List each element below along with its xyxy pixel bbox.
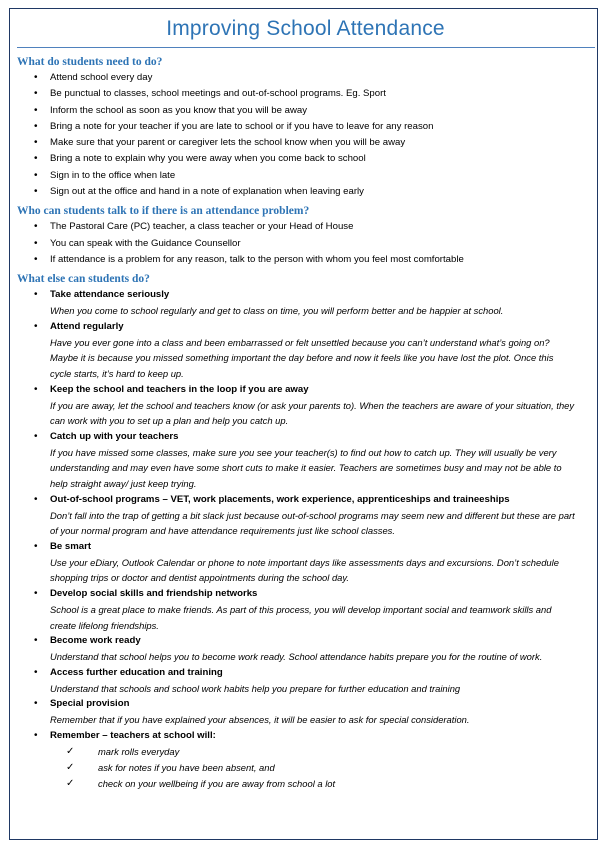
item-title: • Access further education and training — [50, 666, 223, 678]
item-title: • Attend regularly — [50, 320, 124, 332]
item-title: • Keep the school and teachers in the loop if you are away — [50, 383, 309, 395]
checklist-item — [50, 760, 577, 776]
list-item — [17, 429, 577, 492]
list-item — [17, 539, 577, 586]
title-divider — [17, 47, 595, 48]
list-item: • Make sure that your parent or caregiver lets the school know when you will be away — [17, 135, 577, 151]
list-item: • Be punctual to classes, school meetings and out-of-school programs. Eg. Sport — [17, 86, 577, 102]
item-description: Have you ever gone into a class and been embarrassed or felt unsettled because you can’t understand what’s going on? Maybe it is because you missed something important the day before and now it feels like you have lost the plot. Once this cycle starts, it’s hard to keep up. — [50, 336, 554, 380]
item-title: • Become work ready — [50, 635, 141, 647]
teacher-checklist — [50, 744, 577, 792]
item-description: School is a great place to make friends. As part of this process, you will develop important social and teamwork skills and create lifelong friendships. — [50, 603, 552, 631]
item-title: • Develop social skills and friendship networks — [50, 587, 258, 599]
item-title: • Out-of-school programs – VET, work placements, work experience, apprenticeships and traineeships — [50, 493, 510, 505]
list-item: • Sign out at the office and hand in a note of explanation when leaving early — [17, 184, 577, 200]
list-item: • Attend school every day — [17, 70, 577, 86]
else-list — [17, 287, 577, 792]
item-description: If you are away, let the school and teachers know (or ask your parents to). When the teachers are aware of your situation, they can work with you to set up a plan and help you catch up. — [50, 399, 575, 427]
checklist-text: mark rolls everyday — [98, 745, 180, 757]
item-description: Don’t fall into the trap of getting a bit slack just because out-of-school programs may seem new and different but these are part of your normal program and have attendance requirements just like school classes. — [50, 509, 575, 537]
talk-list — [17, 219, 577, 268]
needs-list — [17, 70, 577, 200]
list-item: • Bring a note to explain why you were away when you come back to school — [17, 151, 577, 167]
list-item: • Sign in to the office when late — [17, 168, 577, 184]
item-description: If you have missed some classes, make sure you see your teacher(s) to find out how to catch up. They will usually be very understanding and may even have some short cuts to make it easier. Teachers are sometimes busy and may not be able to help straight away/ just keep trying. — [50, 446, 562, 490]
list-item: • You can speak with the Guidance Counsellor — [17, 236, 577, 252]
item-description: Use your eDiary, Outlook Calendar or phone to note important days like assessments days and excursions. Don’t schedule shopping trips or doctor and dentist appointments during the school day. — [50, 556, 559, 584]
list-item — [17, 382, 577, 429]
item-description: Understand that schools and school work habits help you prepare for further education and training — [50, 682, 461, 694]
item-description: Understand that school helps you to become work ready. School attendance habits prepare you for the routine of work. — [50, 651, 543, 663]
list-item: • Bring a note for your teacher if you are late to school or if you have to leave for any reason — [17, 119, 577, 135]
section-heading-talk: Who can students talk to if there is an attendance problem? — [17, 205, 310, 218]
list-item — [17, 728, 577, 792]
item-title: • Be smart — [50, 540, 92, 552]
list-item — [17, 633, 577, 665]
list-item — [17, 319, 577, 382]
list-item: • Inform the school as soon as you know that you will be away — [17, 103, 577, 119]
checkmark-icon: ✓ — [66, 761, 75, 773]
section-heading-needs: What do students need to do? — [17, 56, 163, 68]
item-title: • Special provision — [50, 698, 130, 710]
checklist-text: ask for notes if you have been absent, and — [98, 761, 275, 773]
checklist-item — [50, 744, 577, 760]
checklist-text: check on your wellbeing if you are away from school a lot — [98, 777, 336, 789]
checklist-item — [50, 776, 577, 792]
list-item — [17, 665, 577, 697]
item-description: When you come to school regularly and get to class on time, you will perform better and be happier at school. — [50, 305, 504, 317]
item-title: • Catch up with your teachers — [50, 430, 179, 442]
checkmark-icon: ✓ — [66, 777, 75, 789]
item-title: • Take attendance seriously — [50, 289, 170, 301]
section-heading-else: What else can students do? — [17, 273, 150, 286]
list-item — [17, 586, 577, 633]
list-item — [17, 696, 577, 728]
list-item: • The Pastoral Care (PC) teacher, a class teacher or your Head of House — [17, 219, 577, 235]
list-item — [17, 492, 577, 539]
list-item: • If attendance is a problem for any reason, talk to the person with whom you feel most comfortable — [17, 252, 577, 268]
list-item — [17, 287, 577, 319]
item-title: • Remember – teachers at school will: — [50, 729, 216, 741]
checkmark-icon: ✓ — [66, 745, 75, 757]
document-title: Improving School Attendance — [166, 17, 445, 40]
document-body — [17, 54, 577, 795]
item-description: Remember that if you have explained your absences, it will be easier to ask for special consideration. — [50, 714, 470, 726]
